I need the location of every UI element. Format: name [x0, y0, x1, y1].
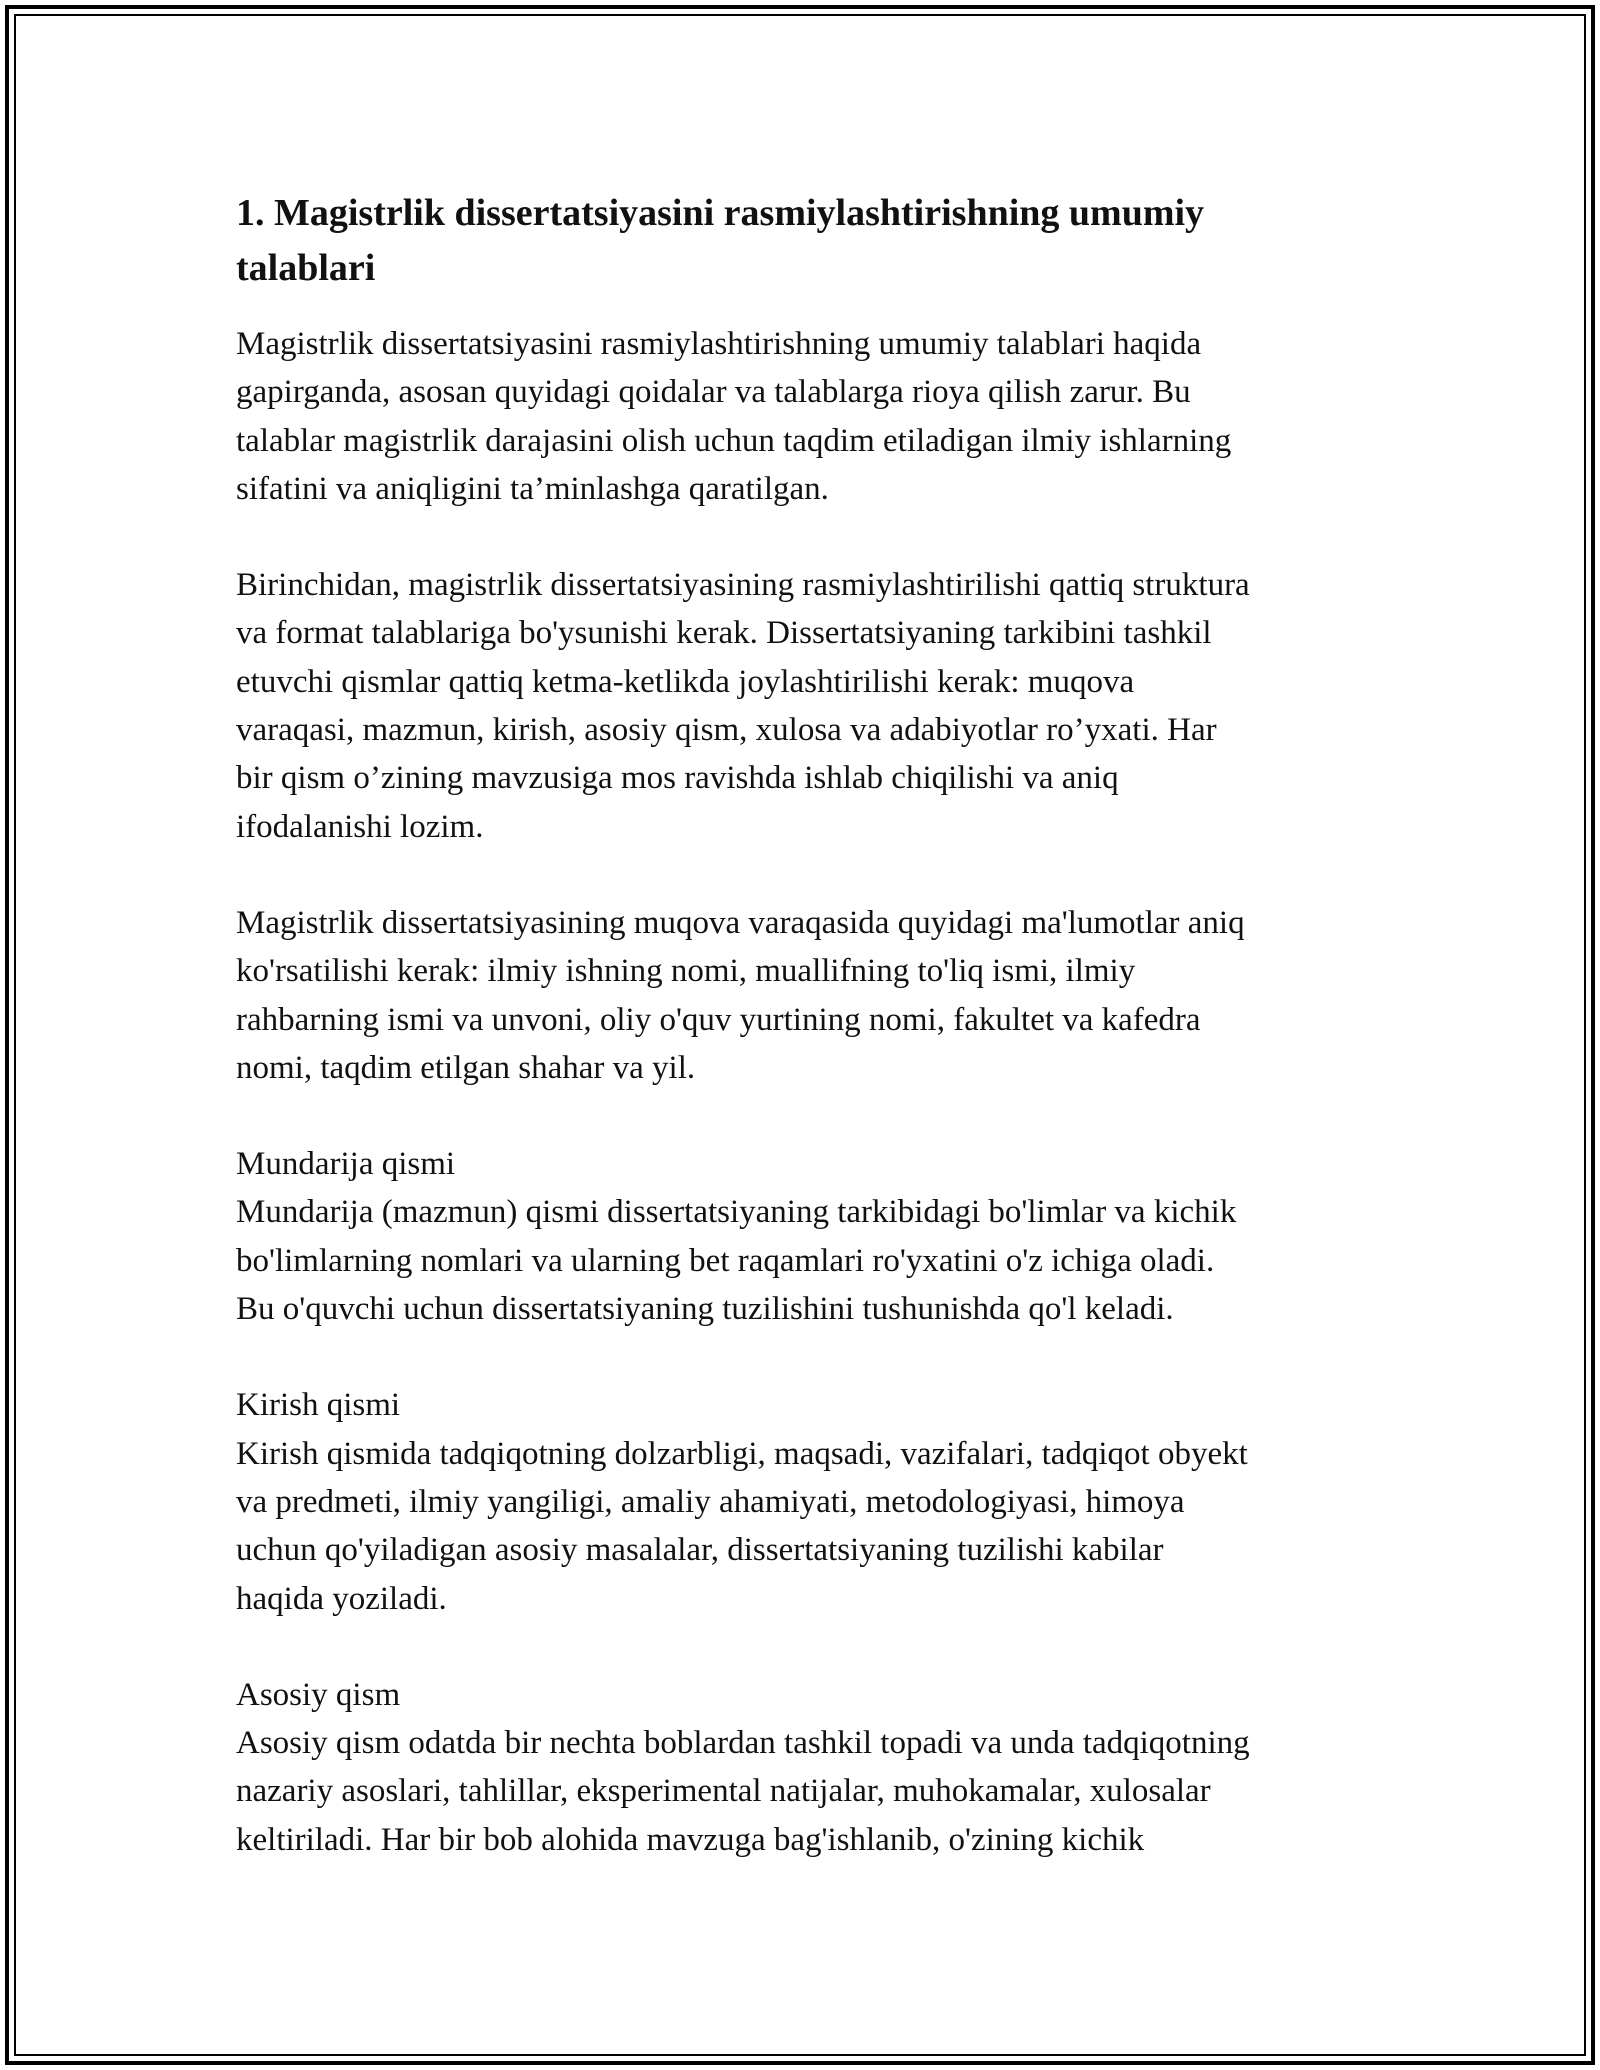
paragraph-contents [236, 1140, 1386, 1333]
document-body [236, 186, 1386, 1912]
text-line: talablar magistrlik darajasini olish uchun taqdim etiladigan ilmiy ishlarning [236, 422, 1232, 459]
text-line: Kirish qismida tadqiqotning dolzarbligi, maqsadi, vazifalari, tadqiqot obyekt [236, 1435, 1248, 1472]
text-line: Mundarija (mazmun) qismi dissertatsiyaning tarkibidagi bo'limlar va kichik [236, 1194, 1237, 1231]
text-line: Magistrlik dissertatsiyasining muqova varaqasida quyidagi ma'lumotlar aniq [236, 904, 1245, 941]
subsection-title: Kirish qismi [236, 1387, 401, 1424]
text-line: ko'rsatilishi kerak: ilmiy ishning nomi, muallifning to'liq ismi, ilmiy [236, 953, 1136, 990]
subsection-title: Mundarija qismi [236, 1146, 456, 1183]
text-line: nazariy asoslari, tahlillar, eksperimental natijalar, muhokamalar, xulosalar [236, 1773, 1211, 1810]
text-line: Bu o'quvchi uchun dissertatsiyaning tuzilishini tushunishda qo'l keladi. [236, 1291, 1174, 1328]
heading-line: talablari [236, 247, 376, 289]
paragraph-introduction [236, 1381, 1386, 1622]
text-line: ifodalanishi lozim. [236, 808, 484, 845]
text-line: bo'limlarning nomlari va ularning bet raqamlari ro'yxatini o'z ichiga oladi. [236, 1242, 1215, 1279]
section-heading [236, 186, 1386, 296]
text-line: varaqasi, mazmun, kirish, asosiy qism, xulosa va adabiyotlar ro’yxati. Har [236, 712, 1217, 749]
text-line: Asosiy qism odatda bir nechta boblardan tashkil topadi va unda tadqiqotning [236, 1725, 1250, 1762]
paragraph-structure [236, 561, 1386, 851]
text-line: Birinchidan, magistrlik dissertatsiyasining rasmiylashtirilishi qattiq struktura [236, 567, 1250, 604]
subsection-title: Asosiy qism [236, 1676, 401, 1713]
text-line: etuvchi qismlar qattiq ketma-ketlikda joylashtirilishi kerak: muqova [236, 663, 1135, 700]
text-line: rahbarning ismi va unvoni, oliy o'quv yurtining nomi, fakultet va kafedra [236, 1001, 1201, 1038]
paragraph-cover-page [236, 899, 1386, 1092]
text-line: va format talablariga bo'ysunishi kerak. Dissertatsiyaning tarkibini tashkil [236, 615, 1212, 652]
text-line: keltiriladi. Har bir bob alohida mavzuga bag'ishlanib, o'zining kichik [236, 1821, 1145, 1858]
paragraph-intro [236, 320, 1386, 513]
text-line: nomi, taqdim etilgan shahar va yil. [236, 1049, 696, 1086]
text-line: bir qism o’zining mavzusiga mos ravishda ishlab chiqilishi va aniq [236, 760, 1119, 797]
text-line: gapirganda, asosan quyidagi qoidalar va talablarga rioya qilish zarur. Bu [236, 374, 1191, 411]
text-line: uchun qo'yiladigan asosiy masalalar, dissertatsiyaning tuzilishi kabilar [236, 1532, 1164, 1569]
heading-line: 1. Magistrlik dissertatsiyasini rasmiylashtirishning umumiy [236, 192, 1205, 234]
text-line: sifatini va aniqligini ta’minlashga qaratilgan. [236, 470, 829, 507]
text-line: haqida yoziladi. [236, 1580, 447, 1617]
text-line: va predmeti, ilmiy yangiligi, amaliy ahamiyati, metodologiyasi, himoya [236, 1483, 1185, 1520]
text-line: Magistrlik dissertatsiyasini rasmiylashtirishning umumiy talablari haqida [236, 326, 1202, 362]
paragraph-main-part [236, 1671, 1386, 1864]
